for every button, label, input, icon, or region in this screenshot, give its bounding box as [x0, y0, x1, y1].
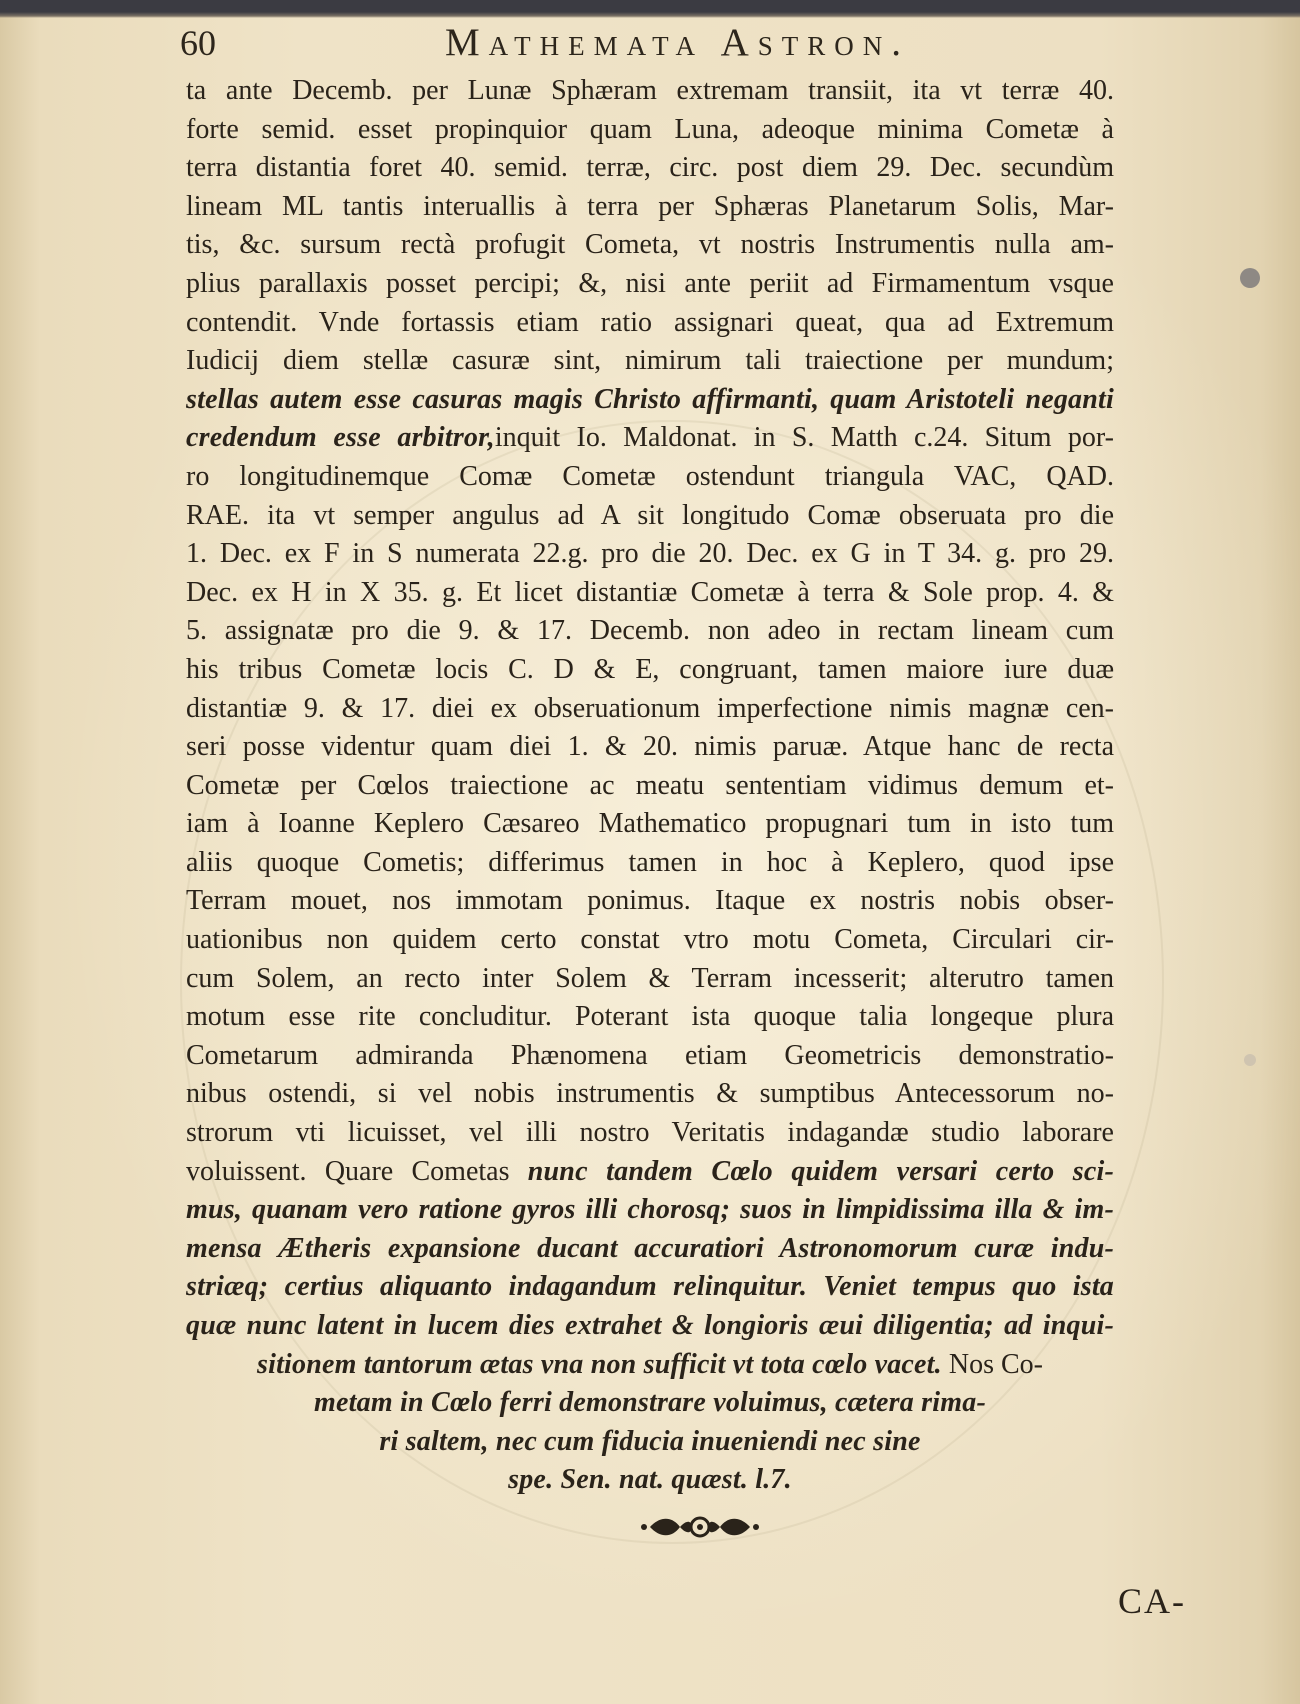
- seneca-quote-line: striæq; certius aliquanto indagandum relinquitur. Veniet tempus quo ista: [186, 1271, 1114, 1303]
- text-line: Iudicij diem stellæ casuræ sint, nimirum tali traiectione per mundum;: [186, 345, 1114, 377]
- text-line: Dec. ex H in X 35. g. Et licet distantiæ Cometæ à terra & Sole prop. 4. &: [186, 576, 1114, 608]
- text-line: 5. assignatæ pro die 9. & 17. Decemb. non adeo in rectam lineam cum: [186, 615, 1114, 647]
- text-line: contendit. Vnde fortassis etiam ratio assignari queat, qua ad Extremum: [186, 306, 1114, 338]
- margin-spot: [1244, 1054, 1256, 1066]
- closing-mixed-line: [186, 1153, 1114, 1192]
- citation-roman-part: inquit Io. Maldonat. in S. Matth c.24. Situm por-: [494, 422, 1114, 454]
- text-line: seri posse videntur quam diei 1. & 20. nimis paruæ. Atque hanc de recta: [186, 731, 1114, 763]
- quote-line: stellas autem esse casuras magis Christo affirmanti, quam Aristoteli neganti: [186, 383, 1114, 415]
- text-line: uationibus non quidem certo constat vtro motu Cometa, Circulari cir-: [186, 924, 1114, 956]
- text-line: nibus ostendi, si vel nobis instrumentis & sumptibus Antecessorum no-: [186, 1078, 1114, 1110]
- page-header: [0, 18, 1300, 70]
- text-line: 1. Dec. ex F in S numerata 22.g. pro die 20. Dec. ex G in T 34. g. pro 29.: [186, 538, 1114, 570]
- closing-italic-part: sitionem tantorum ætas vna non sufficit vt tota cœlo vacet.: [257, 1348, 942, 1380]
- taper-line: metam in Cœlo ferri demonstrare voluimus, cætera rima-: [314, 1387, 986, 1419]
- text-line: iam à Ioanne Keplero Cæsareo Mathematico propugnari tum in isto tum: [186, 808, 1114, 840]
- closing-mixed-line: [186, 1346, 1114, 1385]
- text-line: terra distantia foret 40. semid. terræ, circ. post diem 29. Dec. secundùm: [186, 152, 1114, 184]
- text-line: ta ante Decemb. per Lunæ Sphæram extremam transiit, ita vt terræ 40.: [186, 75, 1114, 106]
- taper-line: spe. Sen. nat. quæst. l.7.: [508, 1464, 792, 1496]
- page-number: 60: [180, 23, 216, 63]
- fleuron-ornament-icon: [640, 1510, 760, 1544]
- quote-citation-line: [186, 419, 1114, 458]
- text-line: plius parallaxis posset percipi; &, nisi ante periit ad Firmamentum vsque: [186, 267, 1114, 299]
- text-line: strorum vti licuisset, vel illi nostro Veritatis indagandæ studio laborare: [186, 1117, 1114, 1149]
- text-line: Cometarum admiranda Phænomena etiam Geometricis demonstratio-: [186, 1039, 1114, 1071]
- closing-roman-part: Nos Co-: [948, 1348, 1043, 1380]
- seneca-quote-line: mensa Ætheris expansione ducant accuratiori Astronomorum curæ indu-: [186, 1232, 1114, 1264]
- text-line: distantiæ 9. & 17. diei ex obseruationum imperfectione nimis magnæ cen-: [186, 692, 1114, 724]
- text-line: Terram mouet, nos immotam ponimus. Itaque ex nostris nobis obser-: [186, 885, 1114, 917]
- text-line: forte semid. esset propinquior quam Luna, adeoque minima Cometæ à: [186, 113, 1114, 145]
- text-line: lineam ML tantis interuallis à terra per Sphæras Planetarum Solis, Mar-: [186, 190, 1114, 222]
- seneca-quote-line: mus, quanam vero ratione gyros illi chorosq; suos in limpidissima illa & im-: [186, 1194, 1114, 1226]
- scan-top-edge: [0, 0, 1300, 18]
- seneca-quote-line: quæ nunc latent in lucem dies extrahet & longioris æui diligentia; ad inqui-: [186, 1310, 1114, 1341]
- main-text-block: [186, 72, 1114, 1500]
- taper-line: ri saltem, nec cum fiducia inueniendi nec sine: [379, 1425, 921, 1457]
- text-line: his tribus Cometæ locis C. D & E, congruant, tamen maiore iure duæ: [186, 653, 1114, 685]
- text-line: ro longitudinemque Comæ Cometæ ostendunt triangula VAC, QAD.: [186, 460, 1114, 492]
- text-line: aliis quoque Cometis; differimus tamen in hoc à Keplero, quod ipse: [186, 846, 1114, 878]
- text-line: cum Solem, an recto inter Solem & Terram incesserit; alterutro tamen: [186, 962, 1114, 994]
- text-line: motum esse rite concluditur. Poterant ista quoque talia longeque plura: [186, 1001, 1114, 1033]
- closing-roman-part: voluissent. Quare Cometas: [186, 1155, 510, 1187]
- running-title: Mathemata Astron.: [445, 21, 911, 64]
- text-line: Cometæ per Cœlos traiectione ac meatu sententiam vidimus demum et-: [186, 769, 1114, 801]
- catchword: CA-: [1118, 1581, 1186, 1621]
- margin-spot: [1240, 268, 1260, 288]
- closing-italic-part: nunc tandem Cœlo quidem versari certo sci-: [527, 1155, 1114, 1187]
- text-line: RAE. ita vt semper angulus ad A sit longitudo Comæ obseruata pro die: [186, 499, 1114, 531]
- text-line: tis, &c. sursum rectà profugit Cometa, vt nostris Instrumentis nulla am-: [186, 229, 1114, 261]
- quote-italic-part: credendum esse arbitror,: [186, 422, 495, 454]
